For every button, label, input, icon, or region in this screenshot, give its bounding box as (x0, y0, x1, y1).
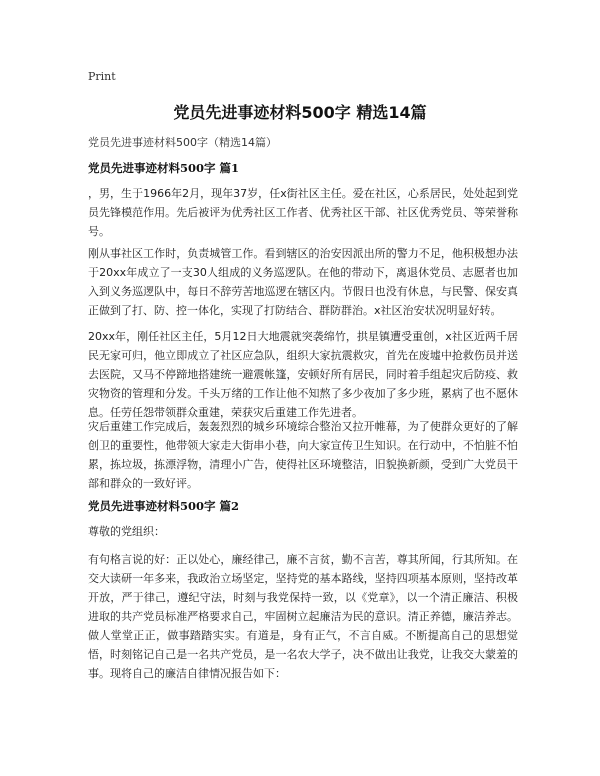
paragraph: 灾后重建工作完成后，轰轰烈烈的城乡环境综合整治又拉开帷幕，为了使群众更好的了解创卫的重要性，他带领大家走大街串小巷，向大家宣传卫生知识。在行动中，不怕脏不怕累，拣垃圾，拣漂浮物，清理小广告，使得社区环境整洁，旧貌换新颜，受到广大党员干部和群众的一致好评。 (88, 420, 518, 490)
section-heading-1: 党员先进事迹材料500字 篇1 (88, 161, 240, 175)
print-label: Print (88, 70, 116, 83)
section-heading-2: 党员先进事迹材料500字 篇2 (88, 499, 240, 513)
page-title: 党员先进事迹材料500字 精选14篇 (173, 103, 427, 122)
paragraph: 刚从事社区工作时，负责城管工作。看到辖区的治安因派出所的警力不足，他积极想办法于20xx年成立了一支30人组成的义务巡逻队。在他的带动下，离退休党员、志愿者也加入到义务巡逻队中，每日不辞劳苦地巡逻在辖区内。节假日也没有休息，与民警、保安真正做到了打、防、控一体化，实现了打防结合、群防群治。x社区治安状况明显好转。 (88, 247, 518, 317)
paragraph: 有句格言说的好：正以处心，廉经律己，廉不言贫，勤不言苦，尊其所闻，行其所知。在交大读研一年多来，我政治立场坚定，坚持党的基本路线，坚持四项基本原则，坚持改革开放，严于律己，遵纪守法，时刻与我党保持一致，以《党章》，以一个清正廉洁、积极进取的共产党员标准严格要求自己，牢固树立起廉洁为民的意识。清正养德，廉洁养志。做人堂堂正正，做事踏踏实实。有道是，身有正气，不言自威。不断提高自己的思想觉悟，时刻铭记自己是一名共产党员，是一名农大学子，决不做出让我党，让我交大蒙羞的事。现将自己的廉洁自律情况报告如下： (88, 553, 518, 680)
paragraph: 20xx年，刚任社区主任，5月12日大地震就突袭绵竹，拱星镇遭受重创，x社区近两千居民无家可归，他立即成立了社区应急队，组织大家抗震救灾，首先在废墟中抢救伤员并送去医院，又马不停蹄地搭建统一避震帐篷，安顿好所有居民，同时着手组起灾后防疫、救灾物资的管理和分发。千头万绪的工作让他不知熬了多少夜加了多少班，累病了也不愿休息。任劳任怨带领群众重建，荣获灾后重建工作先进者。 (88, 330, 518, 419)
document-subtitle: 党员先进事迹材料500字（精选14篇） (88, 136, 277, 149)
paragraph: ，男，生于1966年2月，现年37岁，任x街社区主任。爱在社区，心系居民，处处起到党员先锋模范作用。先后被评为优秀社区工作者、优秀社区干部、社区优秀党员、等荣誉称号。 (88, 187, 518, 238)
greeting: 尊敬的党组织： (88, 525, 165, 538)
